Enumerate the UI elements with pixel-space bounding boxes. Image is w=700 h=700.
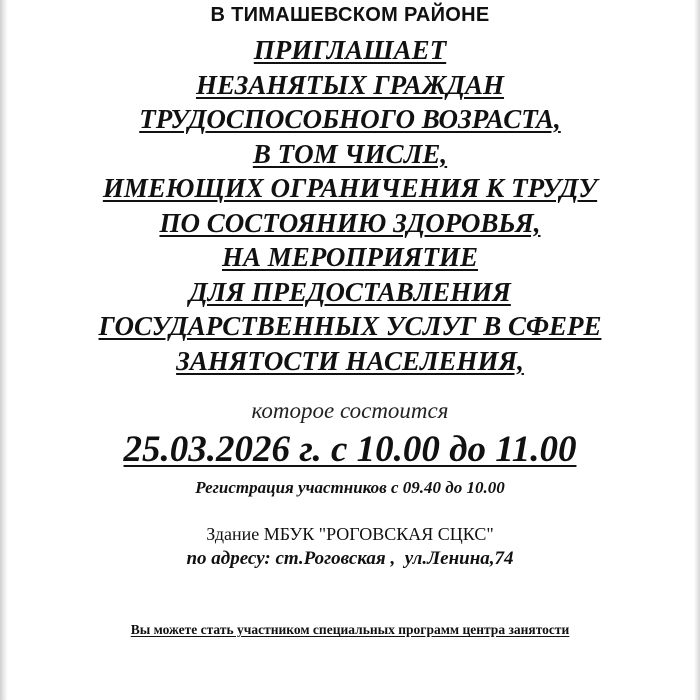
headline-line: ПРИГЛАШАЕТ: [253, 35, 447, 65]
headline-line: ЗАНЯТОСТИ НАСЕЛЕНИЯ,: [176, 345, 524, 376]
programs-note: Вы можете стать участником специальных программ центра занятости: [130, 622, 570, 637]
headline-line: ПО СОСТОЯНИЮ ЗДОРОВЬЯ,: [159, 207, 541, 238]
venue-building: Здание МБУК "РОГОВСКАЯ СЦКС": [206, 524, 494, 544]
headline-line: ДЛЯ ПРЕДОСТАВЛЕНИЯ: [189, 276, 511, 307]
registration-time: Регистрация участников с 09.40 до 10.00: [195, 478, 505, 497]
cropped-header-fragment: [70, 0, 590, 2]
headline-block: [0, 33, 700, 378]
org-district-line: В ТИМАШЕВСКОМ РАЙОНЕ: [210, 4, 490, 26]
headline-line: НА МЕРОПРИЯТИЕ: [221, 242, 478, 272]
headline-line: НЕЗАНЯТЫХ ГРАЖДАН: [195, 69, 505, 100]
headline-line: В ТОМ ЧИСЛЕ,: [252, 138, 448, 169]
event-date-time: 25.03.2026 г. с 10.00 до 11.00: [123, 429, 577, 470]
venue-address: по адресу: ст.Роговская , ул.Ленина,74: [186, 548, 514, 569]
headline-line: ИМЕЮЩИХ ОГРАНИЧЕНИЯ К ТРУДУ: [102, 173, 598, 203]
headline-line: ТРУДОСПОСОБНОГО ВОЗРАСТА,: [139, 104, 561, 134]
will-take-place-text: которое состоится: [251, 398, 449, 423]
headline-line: ГОСУДАРСТВЕННЫХ УСЛУГ В СФЕРЕ: [98, 311, 602, 341]
